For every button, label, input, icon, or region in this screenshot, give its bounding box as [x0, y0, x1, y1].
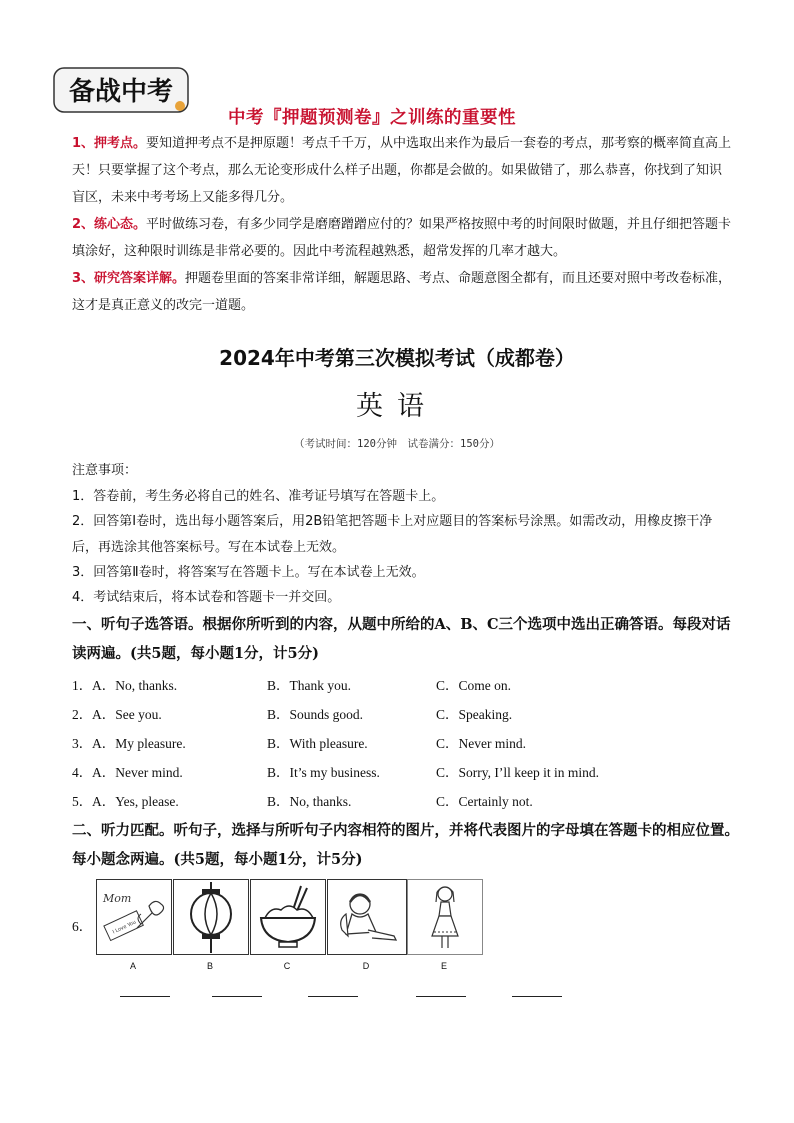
question-row [72, 674, 732, 703]
section-1-heading: 一、听句子选答语。根据你所听到的内容，从题中所给的A、B、C三个选项中选出正确答语。每段对话读两遍。(共5题，每小题1分，计5分) [72, 616, 731, 662]
lantern-icon [174, 880, 248, 954]
option-a: A．My pleasure. [92, 736, 186, 751]
girl-in-dress-icon [408, 880, 482, 954]
logo-text: 备战中考 [68, 77, 174, 107]
answer-blank[interactable] [308, 996, 358, 997]
note-item: 1．答卷前，考生务必将自己的姓名、准考证号填写在答题卡上。 [72, 489, 445, 504]
intro-item-3 [72, 265, 732, 319]
picture-label: C [283, 961, 291, 971]
option-b: B．Thank you. [267, 678, 351, 693]
option-c: C．Speaking. [436, 707, 513, 722]
answer-blank[interactable] [212, 996, 262, 997]
picture-label: A [129, 961, 136, 971]
option-b: B．It’s my business. [267, 765, 380, 780]
option-b: B．Sounds good. [267, 707, 364, 722]
question-number: 4． [72, 765, 93, 780]
option-c: C．Come on. [436, 678, 512, 693]
option-a: A．Never mind. [92, 765, 183, 780]
picture-label: B [206, 961, 213, 971]
note-item: 2．回答第Ⅰ卷时，选出每小题答案后，用2B铅笔把答题卡上对应题目的答案标号涂黑。如需改动，用橡皮擦干净后，再选涂其他答案标号。写在本试卷上无效。 [72, 514, 713, 555]
picture-d [327, 879, 407, 955]
girl-listening-music-icon [328, 880, 406, 954]
flower-card-icon [97, 880, 171, 954]
question-number: 1． [72, 678, 93, 693]
notes-heading: 注意事项： [72, 463, 138, 478]
option-a: A．See you. [92, 707, 162, 722]
option-a: A．Yes, please. [92, 794, 179, 809]
option-c: C．Certainly not. [436, 794, 533, 809]
question-row [72, 732, 732, 761]
question-number: 3． [72, 736, 93, 751]
option-c: C．Never mind. [436, 736, 526, 751]
intro-text: 押题卷里面的答案非常详细，解题思路、考点、命题意图全都有，而且还要对照中考改卷标准，这才是真正意义的改完一道题。 [72, 271, 732, 313]
option-c: C．Sorry, I’ll keep it in mind. [436, 765, 599, 780]
answer-blank[interactable] [120, 996, 170, 997]
intro-text: 平时做练习卷，有多少同学是磨磨蹭蹭应付的？如果严格按照中考的时间限时做题，并且仔细把答题卡填涂好，这种限时训练是非常必要的。因此中考流程越熟悉，超常发挥的几率才越大。 [72, 217, 732, 259]
question-row [72, 703, 732, 732]
banner-title: 中考『押题预测卷』之训练的重要性 [228, 108, 516, 128]
option-b: B．No, thanks. [267, 794, 352, 809]
question-number: 5． [72, 794, 93, 809]
option-a: A．No, thanks. [92, 678, 178, 693]
picture-a [96, 879, 172, 955]
intro-head: 3、研究答案详解。 [72, 271, 186, 286]
intro-text: 要知道押考点不是押原题！考点千千万，从中选取出来作为最后一套卷的考点，那考察的概率简直高上天！只要掌握了这个考点，那么无论变形成什么样子出题，你都是会做的。如果做错了，那么恭喜，你找到了知识盲区，未来中考考场上又能多得几分。 [72, 136, 732, 205]
exam-logo [52, 62, 192, 118]
question-row [72, 790, 732, 819]
rice-bowl-icon [251, 880, 325, 954]
section-2-heading: 二、听力匹配。听句子，选择与所听句子内容相符的图片，并将代表图片的字母填在答题卡的相应位置。每小题念两遍。(共5题，每小题1分，计5分) [72, 822, 739, 868]
picture-b [173, 879, 249, 955]
picture-label: E [440, 961, 447, 971]
intro-item-2 [72, 211, 732, 265]
note-item: 4．考试结束后，将本试卷和答题卡一并交回。 [72, 590, 341, 605]
note-item: 3．回答第Ⅱ卷时，将答案写在答题卡上。写在本试卷上无效。 [72, 565, 425, 580]
intro-head: 2、练心态。 [72, 217, 147, 232]
picture-e [407, 879, 483, 955]
exam-timing: （考试时间：120分钟 试卷满分：150分） [294, 438, 500, 450]
picture-a-card-text: I Love You [111, 919, 138, 936]
exam-subject: 英语 [356, 391, 438, 422]
question-number: 6． [72, 919, 93, 934]
intro-item-1 [72, 130, 732, 211]
question-row [72, 761, 732, 790]
picture-a-caption: Mom [103, 892, 132, 905]
question-number: 2． [72, 707, 93, 722]
answer-blank[interactable] [512, 996, 562, 997]
exam-title: 2024年中考第三次模拟考试（成都卷） [219, 346, 575, 370]
picture-c [250, 879, 326, 955]
picture-label: D [362, 961, 370, 971]
option-b: B．With pleasure. [267, 736, 368, 751]
answer-blank[interactable] [416, 996, 466, 997]
intro-head: 1、押考点。 [72, 136, 147, 151]
